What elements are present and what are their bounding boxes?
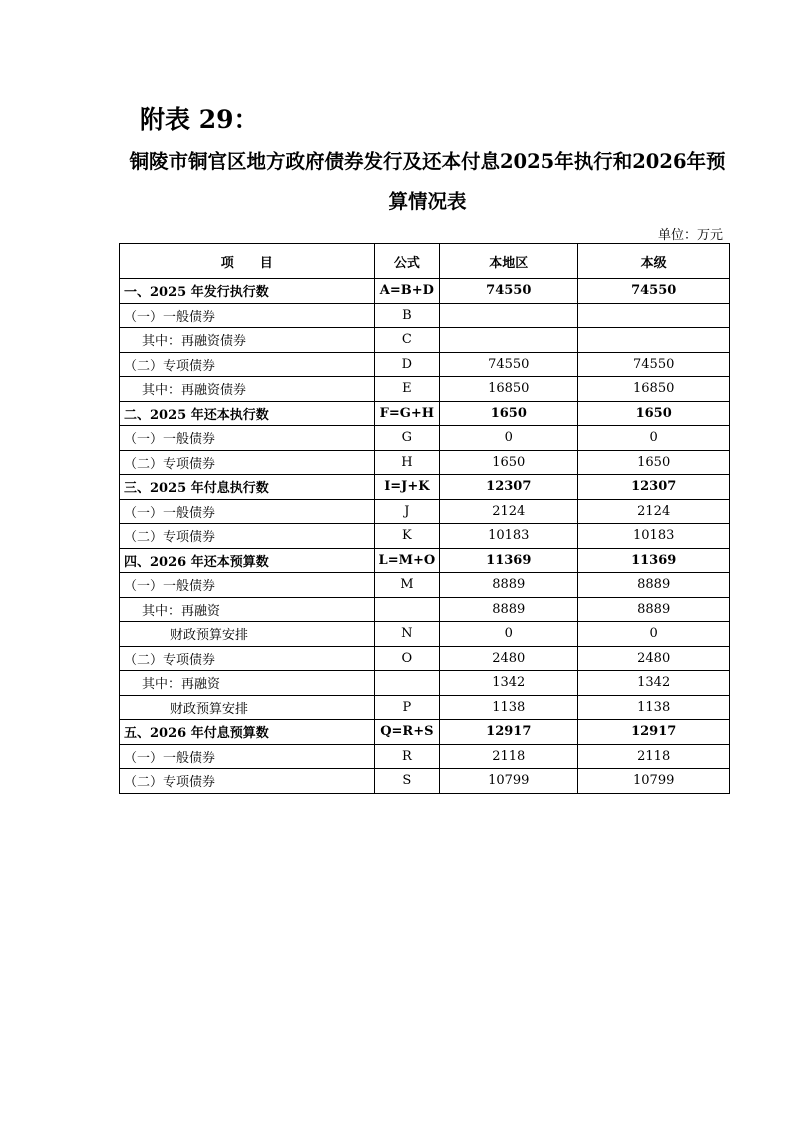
row-item: 其中：再融资债券 bbox=[120, 328, 375, 353]
row-level: 12307 bbox=[578, 475, 730, 500]
row-local: 12307 bbox=[440, 475, 578, 500]
row-item: 三、2025 年付息执行数 bbox=[120, 475, 375, 500]
row-formula: F=G+H bbox=[374, 401, 440, 426]
row-item: 一、2025 年发行执行数 bbox=[120, 279, 375, 304]
row-item: 财政预算安排 bbox=[120, 622, 375, 647]
row-formula: C bbox=[374, 328, 440, 353]
row-local: 2124 bbox=[440, 499, 578, 524]
row-level: 2124 bbox=[578, 499, 730, 524]
row-level bbox=[578, 328, 730, 353]
row-level: 12917 bbox=[578, 720, 730, 745]
table-row bbox=[120, 352, 730, 377]
row-local: 1138 bbox=[440, 695, 578, 720]
row-formula: R bbox=[374, 744, 440, 769]
row-local: 2480 bbox=[440, 646, 578, 671]
row-local bbox=[440, 328, 578, 353]
row-formula: I=J+K bbox=[374, 475, 440, 500]
row-level: 74550 bbox=[578, 352, 730, 377]
title-line-2: 算情况表 bbox=[388, 190, 467, 213]
row-formula: Q=R+S bbox=[374, 720, 440, 745]
row-level bbox=[578, 303, 730, 328]
row-local: 74550 bbox=[440, 279, 578, 304]
row-local: 10183 bbox=[440, 524, 578, 549]
row-level: 1650 bbox=[578, 450, 730, 475]
row-level: 10183 bbox=[578, 524, 730, 549]
row-local: 1650 bbox=[440, 450, 578, 475]
row-local: 12917 bbox=[440, 720, 578, 745]
row-level: 1650 bbox=[578, 401, 730, 426]
row-item: （一）一般债券 bbox=[120, 426, 375, 451]
table-row bbox=[120, 401, 730, 426]
row-local: 2118 bbox=[440, 744, 578, 769]
row-local: 1650 bbox=[440, 401, 578, 426]
row-formula: G bbox=[374, 426, 440, 451]
header-formula: 公式 bbox=[374, 244, 440, 279]
table-row bbox=[120, 597, 730, 622]
row-item: （二）专项债券 bbox=[120, 524, 375, 549]
row-formula: M bbox=[374, 573, 440, 598]
table-row bbox=[120, 622, 730, 647]
table-row bbox=[120, 328, 730, 353]
table-row bbox=[120, 279, 730, 304]
row-local: 1342 bbox=[440, 671, 578, 696]
row-formula: J bbox=[374, 499, 440, 524]
table-row bbox=[120, 720, 730, 745]
row-item: （二）专项债券 bbox=[120, 769, 375, 794]
row-item: （一）一般债券 bbox=[120, 499, 375, 524]
row-item: （一）一般债券 bbox=[120, 744, 375, 769]
debt-table bbox=[119, 243, 730, 794]
table-header-row bbox=[120, 244, 730, 279]
row-local bbox=[440, 303, 578, 328]
row-formula bbox=[374, 597, 440, 622]
row-level: 8889 bbox=[578, 573, 730, 598]
table-row bbox=[120, 548, 730, 573]
row-level: 0 bbox=[578, 622, 730, 647]
row-local: 11369 bbox=[440, 548, 578, 573]
row-formula: S bbox=[374, 769, 440, 794]
table-row bbox=[120, 769, 730, 794]
row-formula: K bbox=[374, 524, 440, 549]
row-level: 1342 bbox=[578, 671, 730, 696]
table-row bbox=[120, 524, 730, 549]
row-item: 其中：再融资 bbox=[120, 597, 375, 622]
row-item: 二、2025 年还本执行数 bbox=[120, 401, 375, 426]
table-row bbox=[120, 377, 730, 402]
table-row bbox=[120, 695, 730, 720]
row-item: 五、2026 年付息预算数 bbox=[120, 720, 375, 745]
row-formula: B bbox=[374, 303, 440, 328]
row-level: 2118 bbox=[578, 744, 730, 769]
row-local: 16850 bbox=[440, 377, 578, 402]
table-row bbox=[120, 303, 730, 328]
row-formula: N bbox=[374, 622, 440, 647]
row-formula: E bbox=[374, 377, 440, 402]
row-formula: P bbox=[374, 695, 440, 720]
row-level: 0 bbox=[578, 426, 730, 451]
row-formula: O bbox=[374, 646, 440, 671]
unit-label: 单位：万元 bbox=[657, 228, 723, 243]
header-level: 本级 bbox=[578, 244, 730, 279]
row-local: 74550 bbox=[440, 352, 578, 377]
row-local: 0 bbox=[440, 426, 578, 451]
row-local: 8889 bbox=[440, 597, 578, 622]
row-level: 10799 bbox=[578, 769, 730, 794]
row-item: （二）专项债券 bbox=[120, 450, 375, 475]
row-item: （一）一般债券 bbox=[120, 303, 375, 328]
row-local: 8889 bbox=[440, 573, 578, 598]
header-item: 项 目 bbox=[120, 244, 375, 279]
table-row bbox=[120, 744, 730, 769]
table-row bbox=[120, 499, 730, 524]
row-level: 11369 bbox=[578, 548, 730, 573]
row-formula: D bbox=[374, 352, 440, 377]
row-formula: H bbox=[374, 450, 440, 475]
title-line-1: 铜陵市铜官区地方政府债券发行及还本付息2025年执行和2026年预 bbox=[129, 150, 726, 173]
table-row bbox=[120, 475, 730, 500]
row-local: 0 bbox=[440, 622, 578, 647]
row-level: 16850 bbox=[578, 377, 730, 402]
row-item: （二）专项债券 bbox=[120, 352, 375, 377]
row-item: 四、2026 年还本预算数 bbox=[120, 548, 375, 573]
row-level: 2480 bbox=[578, 646, 730, 671]
row-formula: L=M+O bbox=[374, 548, 440, 573]
row-item: （二）专项债券 bbox=[120, 646, 375, 671]
row-level: 8889 bbox=[578, 597, 730, 622]
row-item: （一）一般债券 bbox=[120, 573, 375, 598]
header-local: 本地区 bbox=[440, 244, 578, 279]
row-level: 74550 bbox=[578, 279, 730, 304]
row-formula: A=B+D bbox=[374, 279, 440, 304]
table-row bbox=[120, 426, 730, 451]
table-row bbox=[120, 450, 730, 475]
row-item: 其中：再融资债券 bbox=[120, 377, 375, 402]
row-item: 财政预算安排 bbox=[120, 695, 375, 720]
attachment-label: 附表 29： bbox=[140, 105, 259, 134]
row-level: 1138 bbox=[578, 695, 730, 720]
row-local: 10799 bbox=[440, 769, 578, 794]
table-row bbox=[120, 646, 730, 671]
row-item: 其中：再融资 bbox=[120, 671, 375, 696]
row-formula bbox=[374, 671, 440, 696]
table-row bbox=[120, 573, 730, 598]
table-row bbox=[120, 671, 730, 696]
